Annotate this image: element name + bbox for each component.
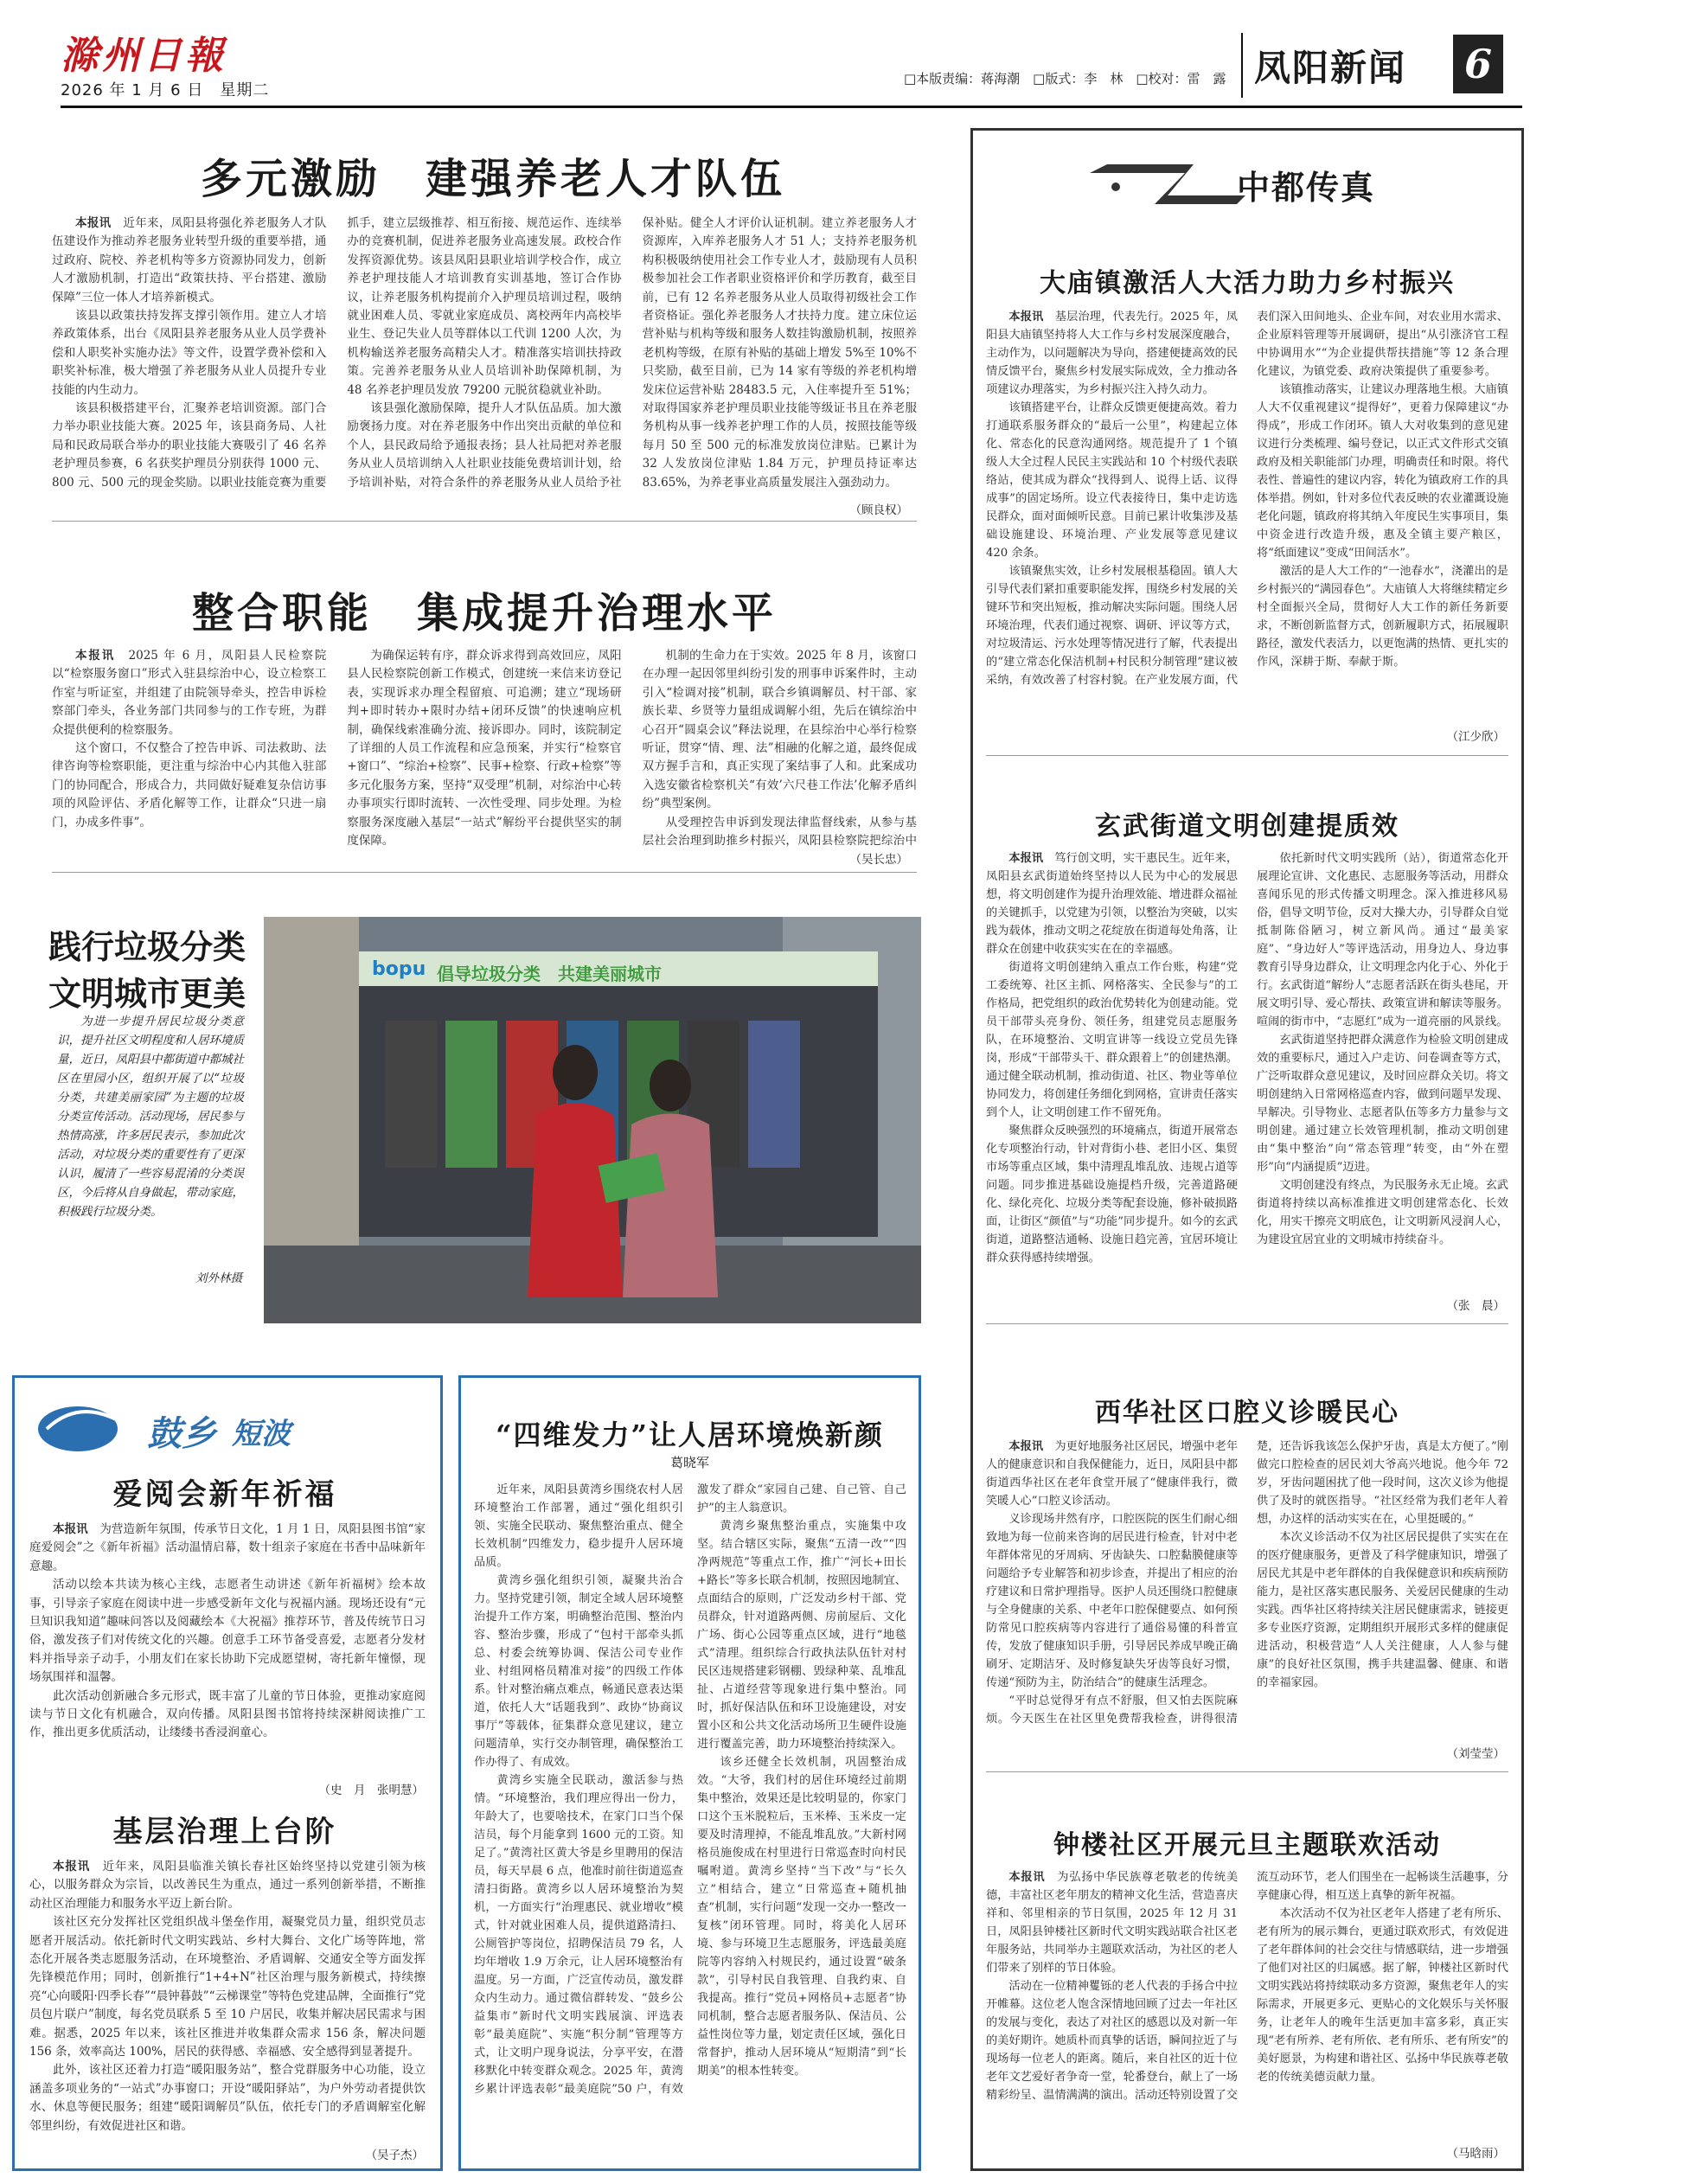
paragraph: 该镇搭建平台，让群众反馈更便捷高效。着力打通联系服务群众的“最后一公里”，构建起立体化、常态化的民意沟通网络。规范提升了 1 个镇级人大全过程人民民主实践站和 10 个村级代表联络站，使其成为群众“找得到人、说得上话、议得成事”的固定场所。设立代表接待日，集中走访选民群众，面对面倾听民意。目前已累计收集涉及基础设施建设、环境治理、产业发展等意见建议 420 余条。 (986, 401, 1238, 560)
paragraph: 本次义诊活动不仅为社区居民提供了实实在在的医疗健康服务，更普及了科学健康知识，增强了居民尤其是中老年群体的自我保健意识和疾病预防能力，是社区落实惠民服务、关爱居民健康的生动实践。西华社区将持续关注居民健康需求，链接更多专业医疗资源，定期组织开展形式多样的健康促进活动，积极营造“人人关注健康，人人参与健康”的良好社区氛围，携手共建温馨、健康、和谐的幸福家园。 (1257, 1531, 1508, 1689)
paragraph: 从受理控告申诉到发现法律监督线索，从参与基层社会治理到助推乡村振兴，凤阳县检察院把综治中 (642, 815, 917, 849)
paragraph: 该镇聚焦实效，让乡村发展根基稳固。镇人大引导代表们紧扣重要职能发挥，围绕乡村发展的关键环节和突出短板，推动解决实际问题。围绕人居环境治理，代表们通过视察、调研、评议等方式，对垃圾清运、污水处理等情况进行了解，代表提出的“建立常态化保洁机制+村民积分制管理”建议被采纳，有效改善了村容村貌。在产业发展方面，代表们深入田间地头、企业车间，对农业用水需求、企业原料管理等开展调研，提出“从引涨济官工程中协调用水”“为企业提供帮扶措施”等 12 条合理化建议，为镇党委、政府决策提供了重要参考。 (986, 311, 1508, 687)
right-column-section-title: 中都传真 (1237, 168, 1376, 207)
short-news-logo-text: 鼓乡 (147, 1413, 216, 1454)
right-column-header (1081, 156, 1427, 211)
right-article-2-author: （张 晨） (1446, 1299, 1505, 1313)
paragraph: “平时总觉得牙有点不舒服，但又怕去医院麻烦。今天医生在社区里免费帮我检查，讲得很清楚，还告诉我该怎么保护牙齿，真是太方便了。”刚做完口腔检查的居民刘大爷高兴地说。他今年 72 岁，牙齿问题困扰了他一段时间，这次义诊为他提供了及时的就医指导。“社区经常为我们老年人着想，办这样的活动实实在在，心里挺暖的。” (986, 1440, 1508, 1726)
right-article-2-body (986, 849, 1508, 1289)
photo-story-title-line-1: 践行垃圾分类 (48, 927, 246, 966)
brief-1-author: （史 月 张明慧） (318, 1784, 424, 1797)
short-news-logo-subtext: 短波 (232, 1417, 291, 1451)
article-2-author: （吴长忠） (849, 853, 908, 867)
paragraph: 聚焦群众反映强烈的环境痛点，街道开展常态化专项整治行动，针对背街小巷、老旧小区、集贸市场等重点区域，集中清理乱堆乱放、违规占道等问题。同步推进基础设施提档升级，完善道路硬化、绿化亮化、垃圾分类等配套设施，修补破损路面，让街区“颜值”与“功能”同步提升。如今的玄武街道，道路整洁通畅、设施日趋完善，宜居环境让群众获得感持续增强。 (986, 1124, 1238, 1265)
right-article-3-headline: 西华社区口腔义诊暖民心 (1095, 1398, 1399, 1428)
paragraph: 玄武街道坚持把群众满意作为检验文明创建成效的重要标尺，通过入户走访、问卷调查等方式，广泛听取群众意见建议，及时回应群众关切。将文明创建纳入日常网格巡查内容，做到问题早发现、早解决。引导物业、志愿者队伍等多方力量参与文明创建。通过建立长效管理机制，推动文明创建由“集中整治”向“常态管理”转变，由“外在塑形”向“内涵提质”迈进。 (1257, 1034, 1508, 1174)
article-1-body (52, 215, 917, 500)
brief-2-body (29, 1858, 426, 2145)
right-article-1-author: （江少欣） (1446, 730, 1505, 744)
right-article-1-body (986, 308, 1508, 728)
paragraph: 黄湾乡强化组织引领，凝聚共治合力。坚持党建引领，制定全域人居环境整治提升工作方案，明确整治范围、整治内容、整治步骤，形成了“包村干部牵头抓总、村委会统筹协调、保洁公司专业作业、村组网格员精准对接”的四级工作体系。针对整治痛点难点，畅通民意表达渠道，依托人大“话题我到”、政协“协商议事厅”等载体，征集群众意见建议，建立问题清单，实行交办制管理，确保整治工作办得了、有成效。 (474, 1574, 683, 1769)
masthead-rule (61, 106, 1522, 108)
photo-story-author: 刘外林摄 (195, 1271, 242, 1285)
paragraph: 该乡还健全长效机制，巩固整治成效。“大爷，我们村的居住环境经过前期集中整治，效果还是比较明显的，你家门口这个玉米脱粒后，玉米棒、玉米皮一定要及时清理掉，不能乱堆乱放。”大新村网格员施俊成在村里进行日常巡查时向村民嘱咐道。黄湾乡坚持“当下改”与“长久立”相结合，建立“日常巡查+随机抽查”机制，实行问题“发现一交办一整改一复核”闭环管理。同时，将美化人居环境、参与环境卫生志愿服务，评选最美庭院等内容纳入村规民约，通过设置“破条款”，引导村民自我管理、自我约束、自我提高。推行“党员+网格员+志愿者”协同机制，整合志愿者服务队、保洁员、公益性岗位等力量，划定责任区域，强化日常督护，推动人居环境从“短期清”到“长期美”的根本性转变。 (697, 1756, 906, 2078)
right-rule-2 (986, 1323, 1508, 1324)
brief-2-author: （吴子杰） (365, 2149, 424, 2162)
photo-story-caption: 为进一步提升居民垃圾分类意识，提升社区文明程度和人居环境质量，近日，凤阳县中都街道中都城社区在里园小区，组织开展了以“垃圾分类，共建美丽家园”为主题的垃圾分类宣传活动。活动现场，居民参与热情高涨，许多居民表示，参加此次活动，对垃圾分类的重要性有了更深认识，履清了一些容易混淆的分类误区，今后将从自身做起，带动家庭，积极践行垃圾分类。 (57, 1015, 244, 1219)
article-1-headline: 多元激励 建强养老人才队伍 (200, 155, 785, 203)
paragraph: 活动以绘本共读为核心主线，志愿者生动讲述《新年祈福树》绘本故事，引导亲子家庭在阅读中进一步感受新年文化与祝福内涵。现场还设有“元旦知识我知道”趣味问答以及阅藏绘本《大祝福》推荐环节，普及传统节日习俗，激发孩子们对传统文化的兴趣。创意手工环节备受喜爱，志愿者分发材料并指导亲子动手，小朋友们在家长协助下完成愿望树，寄托新年憧憬，现场氛围祥和温馨。 (29, 1578, 426, 1685)
right-rule-3 (986, 1771, 1508, 1772)
right-article-4-headline: 钟楼社区开展元旦主题联欢活动 (1053, 1830, 1441, 1861)
zhongdu-logo-icon (1081, 156, 1245, 211)
brief-1-headline: 爱阅会新年祈福 (112, 1477, 337, 1512)
masthead-divider (1241, 33, 1243, 98)
paragraph: 该社区充分发挥社区党组织战斗堡垒作用，凝聚党员力量，组织党员志愿者开展活动。依托新时代文明实践站、乡村大舞台、文化广场等阵地，常态化开展各类志愿服务活动，在环境整治、矛盾调解、交通安全等方面发挥先锋模范作用；同时，创新推行“1+4+N”社区治理与服务新模式，持续擦亮“心向暖阳·四季长春”“晨钟暮鼓”“云梯课堂”等特色党建品牌，全面推行“党员包片联户”制度，每名党员联系 5 至 10 户居民，收集并解决居民需求与困难。据悉，2025 年以来，该社区推进并收集群众需求 156 条，解决问题 156 条，效率高达 100%，居民的获得感、幸福感、安全感得到显著提升。 (29, 1915, 426, 2059)
article-2-rule (52, 872, 917, 873)
paragraph: 黄湾乡实施全民联动，激活参与热情。“环境整治，我们理应得出一份力，年龄大了，也要啥技术，在家门口当个保洁员，每个月能拿到 1600 元的工资。知足了。”黄湾社区黄大爷是乡里聘用的保洁员，每天早晨 6 点，他准时前往街道巡查清扫街路。黄湾乡以人居环境整治为契机，一方面实行“治理惠民、就业增收”模式，针对就业困难人员，提供道路清扫、公厕管护等岗位，招聘保洁员 79 名，人均年增收 1.9 万余元，让人居环境整治有温度。另一方面，广泛宣传动员，激发群众内生动力。通过微信群转发、“鼓乡公益集市”新时代文明实践展演、评选表彰“最美庭院”、实施“积分制”管理等方式，让文明户现身说法，分享平安，在潜移默化中转变群众观念。2025 年，黄湾乡累计评选表彰“最美庭院”50 户，有效激发了群众“家园自己建、自己管、自己护”的主人翁意识。 (474, 1483, 906, 2096)
paragraph: 本报讯 为营造新年氛围，传承节日文化，1 月 1 日，凤阳县图书馆“家庭爱阅会”之《新年祈福》活动温情启幕，数十组亲子家庭在书香中品味新年意趣。 (29, 1522, 426, 1573)
right-article-3-body (986, 1438, 1508, 1740)
photo-story-title-line-2: 文明城市更美 (48, 974, 246, 1013)
paragraph: 激活的是人大工作的“一池春水”，浇灌出的是乡村振兴的“满园春色”。大庙镇人大将继续精定乡村全面振兴全局，贯彻好人大工作的新任务新要求，不断创新监督方式，创新履职方式，拓展履职路径，激发代表活力，以更饱满的热情、更扎实的作风，深耕于斯、奉献于斯。 (1257, 565, 1508, 669)
paragraph: 本报讯 为更好地服务社区居民，增强中老年人的健康意识和自我保健能力，近日，凤阳县中都街道西华社区在老年食堂开展了“健康伴我行，微笑暖人心”口腔义诊活动。 (986, 1440, 1239, 1508)
article-5-body (474, 1481, 906, 2160)
paragraph: 这个窗口，不仅整合了控告申诉、司法救助、法律咨询等检察职能，更注重与综治中心内其他入驻部门的协同配合，形成合力，共同做好疑难复杂信访事项的风险评估、矛盾化解等工作，让群众“只进一扇门，办成多件事”。 (52, 741, 327, 829)
paragraph: 此次活动创新融合多元形式，既丰富了儿童的节日体验，更推动家庭阅读与节日文化有机融合，双向传播。凤阳县图书馆将持续深耕阅读推广工作，推出更多优质活动，让缕缕书香浸润童心。 (29, 1688, 426, 1740)
paragraph: 本报讯 2025 年 6 月，凤阳县人民检察院以“检察服务窗口”形式入驻县综治中心，设立检察工作室与听证室，并组建了由院领导牵头，控告申诉检察部门牵头，各业务部门共同参与的工作专班，为群众提供便利的检察服务。 (52, 649, 327, 737)
paragraph: 机制的生命力在于实效。2025 年 8 月，该窗口在办理一起因邻里纠纷引发的刑事申诉案件时，主动引入“检调对接”机制，联合乡镇调解员、村干部、家族长辈、乡贤等力量组成调解小组，先后在镇综治中心召开“圆桌会议”释法说理，在县综治中心举行检察听证，贯穿“情、理、法”相融的化解之道，最终促成双方握手言和，真正实现了案结事了人和。此案成功入选安徽省检察机关“有效’六尺巷工作法’化解矛盾纠纷”典型案例。 (642, 649, 917, 811)
paragraph: 本次活动不仅为社区老年人搭建了老有所乐、老有所为的展示舞台，更通过联欢形式，有效促进了老年群体间的社会交往与情感联结，进一步增强了他们对社区的归属感。据了解，钟楼社区新时代文明实践站将持续联动多方资源，聚焦老年人的实际需求，开展更多元、更贴心的文化娱乐与关怀服务，让老年人的晚年生活更加丰富多彩，真正实现“老有所养、老有所依、老有所乐、老有所安”的美好愿景，为构建和谐社区、弘扬中华民族尊老敬老的传统美德贡献力量。 (1257, 1907, 1508, 2084)
article-2-body (52, 647, 917, 855)
paragraph: 本报讯 近年来，凤阳县将强化养老服务人才队伍建设作为推动养老服务业转型升级的重要举措，通过政府、院校、养老机构等多方资源协同发力，创新人才激励机制，打造出“政策扶持、平台搭建、激励保障”三位一体人才培养新模式。 (52, 216, 327, 304)
brief-2-headline: 基层治理上台阶 (112, 1815, 337, 1849)
paragraph: 依托新时代文明实践所（站），街道常态化开展理论宣讲、文化惠民、志愿服务等活动，用群众喜闻乐见的形式传播文明理念。深入推进移风易俗，倡导文明节俭，反对大操大办，引导群众自觉抵制陈俗陋习，树立新风尚。通过“最美家庭”、“身边好人”等评选活动，用身边人、身边事教育引导身边群众，让文明理念内化于心、外化于行。玄武街道“解纷人”志愿者活跃在街头巷尾，开展文明引导、爱心帮扶、政策宣讲和解读等服务。喧闹的街市中，“志愿红”成为一道亮丽的风景线。 (1257, 852, 1508, 1028)
page-number-text: 6 (1463, 41, 1492, 87)
paragraph: 为确保运转有序，群众诉求得到高效回应，凤阳县人民检察院创新工作模式，创建统一来信来访登记表，实现诉求办理全程留痕、可追溯；建立“现场研判+即时转办+限时办结+闭环反馈”的快速响应机制，确保线索准确分流、接诉即办。同时，该院制定了详细的人员工作流程和应急预案，并实行“检察官+窗口”、“综治+检察”、民事+检察、行政+检察”等多元化服务方案，坚持“双受理”机制，对综治中心转办事项实行即时流转、一次性受理、同步处理。为检察服务深度融入基层“一站式”解纷平台提供坚实的制度保障。 (347, 649, 622, 849)
right-rule-1 (986, 755, 1508, 756)
garbage-sorting-photo (264, 917, 921, 1323)
right-article-4-author: （马晗雨） (1446, 2147, 1505, 2161)
paragraph: 活动在一位精神矍铄的老人代表的手扬合中拉开帷幕。这位老人饱含深情地回顾了过去一年社区的发展与变化，表达了对社区的感恩以及对新一年的美好期许。她质朴而真挚的话语，瞬间拉近了与现场每一位老人的距离。随后，来自社区的近十位老年文艺爱好者争奇一堂，轮番登台，献上了一场精彩纷呈、温情满满的演出。活动还特别设置了交流互动环节，老人们围坐在一起畅谈生活趣事，分享健康心得，相互送上真挚的新年祝福。 (986, 1871, 1508, 2102)
paragraph: 街道将文明创建纳入重点工作台账，构建“党工委统筹、社区主抓、网格落实、全民参与”的工作格局，把党组织的政治优势转化为创建动能。党员干部带头亮身份、领任务，组建党员志愿服务队，在环境整治、文明宣讲等一线设立党员先锋岗，形成“干部带头干、群众跟着上”的创建热潮。通过健全联动机制，推动街道、社区、物业等单位协同发力，将创建任务细化到网格，宣讲责任落实到个人，让文明创建工作不留死角。 (986, 961, 1238, 1119)
page-number (1453, 35, 1503, 93)
article-2-headline: 整合职能 集成提升治理水平 (191, 589, 777, 637)
editor-credits: □本版责编：蒋海潮 □版式：李 林 □校对：雷 露 (904, 71, 1226, 86)
right-article-3-author: （刘莹莹） (1446, 1747, 1505, 1761)
photo-sign-slogan: 倡导垃圾分类 共建美丽城市 (437, 964, 662, 984)
paragraph: 本报讯 笃行创文明，实干惠民生。近年来，凤阳县玄武街道始终坚持以人民为中心的发展思想，将文明创建作为提升治理效能、增进群众福祉的关键抓手，以党建为引领，以整治为突破，以实践为载体，推动文明之花绽放在街道每处角落，让群众在创建中收获实实在在的幸福感。 (986, 852, 1239, 956)
paragraph: 该县积极搭建平台，汇聚养老培训资源。部门合力举办职业技能大赛。2025 年，该县商务局、人社局和民政局联合举办的职业技能大赛吸引了 46 名养老护理员参赛，6 名获奖护理员分别获得 1000 元、800 元、500 元的现金奖励。以职业技能竞赛为重要抓手，建立层级推荐、相互衔接、规范运作、连续举办的竞赛机制，促进养老服务业高速发展。政校合作发挥资源优势。该县凤阳县职业培训学校合作，成立养老护理技能人才培训教育实训基地，签订合作协议，让养老服务机构提前介入护理员培训过程，吸纳就业困难人员、零就业家庭成员、离校两年内高校毕业生、登记失业人员等群体以工代训 1200 人次，为机构输送养老服务高精尖人才。精准落实培训扶持政策。完善养老服务从业人员培训补助保障机制，为 48 名养老护理员发放 79200 元脱贫稳就业补助。 (52, 216, 622, 490)
section-name: 凤阳新闻 (1254, 47, 1407, 89)
right-article-2-headline: 玄武街道文明创建提质效 (1095, 811, 1399, 842)
bird-emblem-icon (35, 1394, 138, 1458)
paragraph: 义诊现场井然有序，口腔医院的医生们耐心细致地为每一位前来咨询的居民进行检查，针对中老年群体常见的牙周病、牙齿缺失、口腔黏膜健康等问题给予专业解答和初步诊查，并提出了相应的治疗建议和日常护理指导。医护人员还围绕口腔健康与全身健康的关系、中老年口腔保健要点、如何预防常见口腔疾病等内容进行了通俗易懂的科普宣传，发放了健康知识手册，引导居民养成早晚正确刷牙、定期洁牙、及时修复缺失牙齿等良好习惯，传递“预防为主，防治结合”的健康生活理念。 (986, 1513, 1238, 1689)
paragraph: 文明创建没有终点，为民服务永无止境。玄武街道将持续以高标准推进文明创建常态化、长效化，用实干擦亮文明底色，让文明新风浸润人心，为建设宜居宜业的文明城市持续奋斗。 (1257, 1179, 1508, 1246)
paragraph: 该镇推动落实，让建议办理落地生根。大庙镇人大不仅重视建议“提得好”，更着力保障建议“办得成”，形成工作闭环。镇人大对收集到的意见建议进行分类梳理、编号登记，以正式文件形式交镇政府及相关职能部门办理，明确责任和时限。将代表性、普遍性的建议内容，转化为镇政府工作的具体举措。例如，针对多位代表反映的农业灌溉设施老化问题，镇政府将其纳入年度民生实事项目，集中资金进行改造升级，惠及全镇主要产粮区，将“纸面建议”变成“田间活水”。 (1257, 383, 1508, 560)
paragraph: 本报讯 基层治理，代表先行。2025 年，凤阳县大庙镇坚持将人大工作与乡村发展深度融合，主动作为，以问题解决为导向，搭建便捷高效的民情反馈平台，聚焦乡村发展实际成效，全力推动各项建议办理落实，为乡村振兴注入持久动力。 (986, 311, 1238, 396)
short-news-logo (35, 1394, 372, 1458)
photo-story-headline (35, 924, 259, 1017)
article-1-rule (52, 521, 917, 522)
right-article-1-headline: 大庙镇激活人大活力助力乡村振兴 (1040, 268, 1455, 298)
paragraph: 该县以政策扶持发挥支撑引领作用。建立人才培养政策体系，出台《凤阳县养老服务从业人员学费补偿和人职奖补实施办法》等文件，设置学费补偿和入职奖补标准，极大增强了养老服务从业人员提升专业技能的内生动力。 (52, 309, 327, 397)
issue-date: 2026 年 1 月 6 日 星期二 (61, 81, 270, 99)
right-article-4-body (986, 1868, 1508, 2138)
paragraph: 此外，该社区还着力打造“暖阳服务站”，整合党群服务中心功能，设立涵盖多项业务的“一站式”办事窗口；开设“暖阳驿站”，为户外劳动者提供饮水、休息等便民服务；组建“暖阳调解员”队伍，依托专门的矛盾调解室化解邻里纠纷，有效促进社区和谐。 (29, 2063, 426, 2133)
brief-1-body (29, 1521, 426, 1776)
photo-sign-brand: bopu (372, 958, 426, 980)
paragraph: 黄湾乡聚焦整治重点，实施集中攻坚。结合辖区实际，聚焦“五清一改”“四净两规范”等重点工作，推广“河长+田长+路长”等多长联合机制，按照因地制宜、点面结合的原则，广泛发动乡村干部、党员群众，针对道路两侧、房前屋后、文化广场、街心公园等重点区域，进行“地毯式”清理。组织综合行政执法队伍针对村民区违规搭建彩钢棚、毁绿种菜、乱堆乱扯、占道经营等现象进行集中整治。同时，抓好保洁队伍和环卫设施建设，对安置小区和公共文化活动场所卫生硬件设施进行覆盖完善，助力环境整治持续深入。 (697, 1520, 906, 1751)
paragraph: 本报讯 为弘扬中华民族尊老敬老的传统美德，丰富社区老年朋友的精神文化生活，营造喜庆祥和、邻里相亲的节日氛围，2025 年 12 月 31 日，凤阳县钟楼社区新时代文明实践站联合社区老年服务站，共同举办主题联欢活动，为社区的老人们带来了别样的节日体验。 (986, 1871, 1239, 1975)
article-5-headline: “四维发力”让人居环境焕新颜 (496, 1419, 884, 1451)
paragraph: 本报讯 近年来，凤阳县临淮关镇长春社区始终坚持以党建引领为核心，以服务群众为宗旨，以改善民生为重点，通过一系列创新举措，不断推动社区治理能力和服务水平迈上新台阶。 (29, 1860, 426, 1911)
newspaper-logo: 滁州日報 (61, 34, 227, 78)
paragraph: 近年来，凤阳县黄湾乡围绕农村人居环境整治工作部署，通过“强化组织引领、实施全民联动、聚焦整治重点、健全长效机制”四维发力，稳步提升人居环境品质。 (474, 1483, 683, 1569)
article-5-byline: 葛晓军 (669, 1455, 709, 1470)
paragraph: 该县强化激励保障，提升人才队伍品质。加大激励褒扬力度。对在养老服务中作出突出贡献的单位和个人，县民政局给予通报表扬；县人社局把对养老服务从业人员培训纳入人社职业技能免费培训计划，给予培训补贴，对符合条件的养老服务从业人员给予社保补贴。健全人才评价认证机制。建立养老服务人才资源库，入库养老服务人才 51 人；支持养老服务机构积极吸纳使用社会工作专业人才，鼓励现有人员积极参加社会工作者职业资格评价和学历教育，截至目前，已有 12 名养老服务从业人员取得初级社会工作者资格证。强化养老服务人才扶持力度。建立床位运营补贴与机构等级和服务人数挂钩激励机制，按照养老机构等级，在原有补贴的基础上增发 5%至 10%不只奖励，截至目前，已为 14 家有等级的养老机构增发床位运营补贴 28483.5 元，入住率提升至 51%；对取得国家养老护理员职业技能等级证书且在养老服务机构从事一线养老护理工作的人员，按照技能等级每月 50 至 500 元的标准发放岗位津贴。已累计为 32 人发放岗位津贴 1.84 万元，护理员持证率达 83.65%，为养老事业高质量发展注入强劲动力。 (347, 216, 917, 490)
article-1-author: （顾良权） (849, 503, 908, 517)
